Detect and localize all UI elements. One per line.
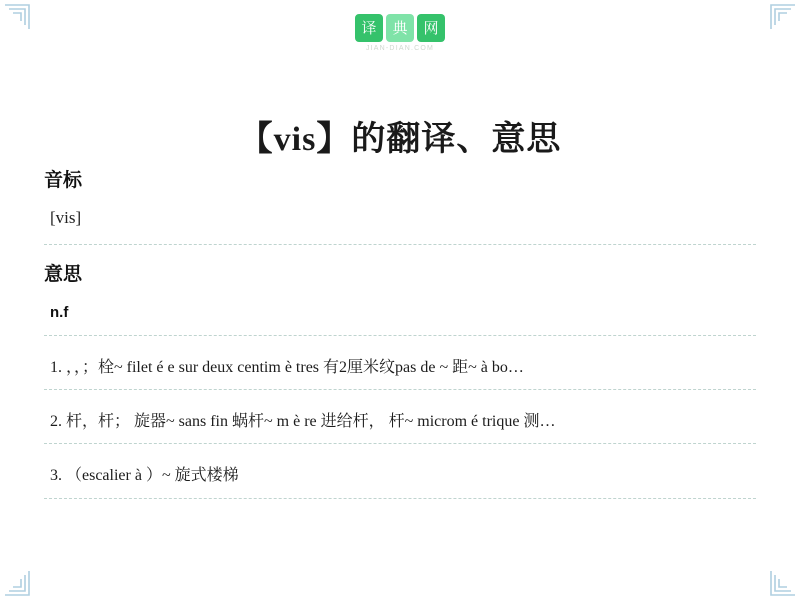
divider-4 (44, 443, 756, 444)
entry-content (44, 165, 756, 513)
page-title: 【vis】的翻译、意思 (238, 120, 562, 158)
phonetic-value: [vis] (50, 208, 82, 227)
meaning-heading: 意思 (44, 264, 83, 285)
sense-item: 2. 杆，杆； 旋器~ sans fin 蜗杆~ m è re 进给杆， 杆~ microm é trique 测… (50, 413, 556, 431)
ornament-corner-bottom-right-icon (770, 570, 796, 596)
sense-item: 3. （escalier à ）~ 旋式楼梯 (50, 467, 239, 485)
logo-block-1: 译 (355, 14, 383, 42)
ornament-corner-bottom-left-icon (4, 570, 30, 596)
logo-subtitle: JIAN-DIAN.COM (365, 45, 435, 52)
divider-1 (44, 244, 756, 245)
divider-3 (44, 389, 756, 390)
part-of-speech: n.f (50, 304, 69, 321)
sense-item: 1. ，，；栓~ filet é e sur deux centim è tres 有2厘米纹pas de ~ 距~ à bo… (50, 359, 524, 376)
phonetic-heading: 音标 (44, 170, 83, 191)
logo-block-2: 典 (386, 14, 414, 42)
logo-block-3: 网 (417, 14, 445, 42)
logo-blocks (355, 14, 445, 42)
divider-2 (44, 335, 756, 336)
divider-5 (44, 498, 756, 499)
site-logo[interactable] (0, 14, 800, 52)
